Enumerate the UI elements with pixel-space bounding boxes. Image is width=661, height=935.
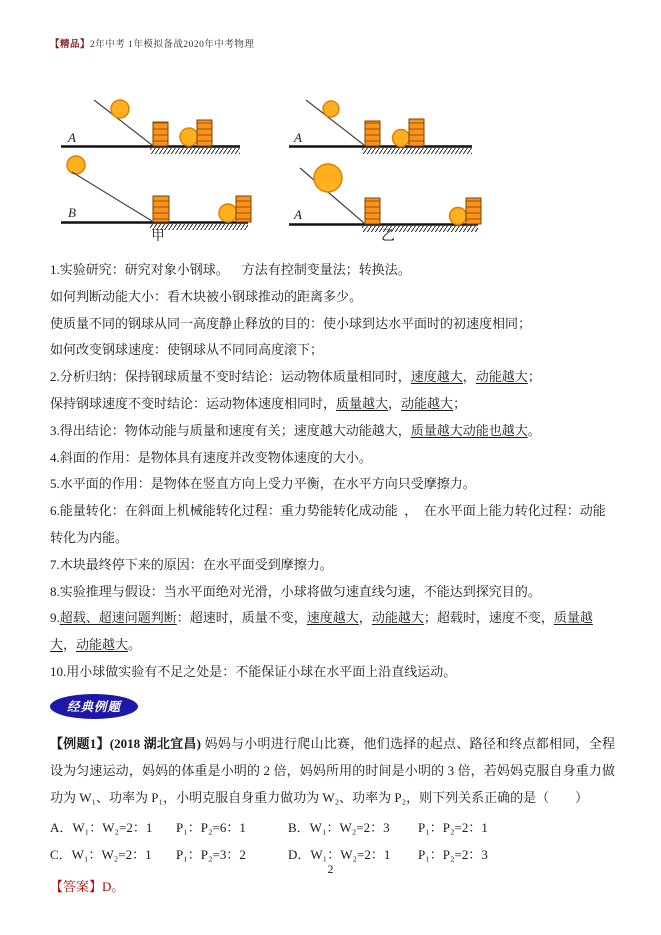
steel-ball-icon [393,130,410,147]
text-segment: 动能越大 [76,637,129,653]
steel-ball-icon [323,101,339,117]
text-segment: 10.用小球做实验有不足之处是：不能保证小球在水平面上沿直线运动。 [50,663,457,679]
note-line [50,284,615,311]
steel-ball-icon [450,208,467,225]
steel-ball-icon [111,100,129,118]
options-row [50,814,615,842]
figure-caption: 乙 [381,228,395,242]
text-segment: 保持钢球速度不变时结论：运动物体速度相同时， [50,395,337,411]
note-line [50,257,615,284]
document-header [50,36,615,50]
text-segment: 质量越大 [336,395,389,411]
text-segment: 使质量不同的钢球从同一高度静止释放的目的：使小球到达水平面时的初速度相同； [50,315,532,331]
ground-hatching [362,148,472,154]
options [50,814,615,869]
jia-row-b [61,156,251,230]
classic-example-badge [50,694,138,719]
text-segment: 5.水平面的作用：是物体在竖直方向上受力平衡，在水平方向只受摩擦力。 [50,476,476,492]
option-text: C．W₁：W₂=2：1 [50,847,152,863]
text-segment: 速度越大 [306,610,359,626]
option-text: A．W₁：W₂=2：1 [50,819,153,835]
text-segment: 7.木块最终停下来的原因：在水平面受到摩擦力。 [50,556,333,572]
text-segment: 2.分析归纳：保持钢球质量不变时结论：运动物体质量相同时， [50,369,411,385]
note-line [50,418,615,445]
note-line [50,391,615,418]
note-line [50,552,615,579]
ground-hatching [150,148,240,154]
option-text: P₁：P₂=6：1 [176,819,246,835]
header-brand: 【精品】 [50,40,91,50]
text-segment: ， [358,610,372,626]
row-label: A [294,130,302,145]
text-segment: 超载、超速问题判断 [59,610,177,626]
note-line [50,445,615,472]
text-segment: 速度越大 [410,369,463,385]
ground-hatching [362,226,478,232]
option-text: D．W₁：W₂=2：1 [288,847,391,863]
text-segment: ， [462,369,476,385]
option-text: P₁：P₂=3：2 [176,847,246,863]
text-segment: 质量越大动能也越大 [410,422,528,438]
option-text: B．W₁：W₂=2：3 [288,819,390,835]
yi-row-2 [289,164,481,232]
option-text: P₁：P₂=2：3 [418,847,488,863]
text-segment: 。 [527,422,541,438]
row-label: B [68,205,76,220]
pushed-block-icon [466,198,481,224]
text-segment: 【例题1】(2018 湖北宜昌) [50,735,205,751]
text-segment: 如何改变钢球速度：使钢球从不同同高度滚下； [50,342,324,358]
steel-ball-icon [67,156,85,174]
jia-row-a [61,100,240,154]
text-segment: ；超载时，速度不变， [423,610,554,626]
pushed-block-icon [197,120,212,146]
note-line [50,579,615,606]
row-label: A [294,207,302,222]
text-segment: 6.能量转化：在斜面上机械能转化过程：重力势能转化成动能 ， 在水平面上能力转化过程：动能转化为内能。 [50,503,606,545]
text-segment: 4.斜面的作用：是物体具有速度并改变物体速度的大小。 [50,449,372,465]
text-segment: 质量越大 [50,610,593,653]
steel-ball-icon [219,204,237,222]
text-segment: ； [527,369,541,385]
text-segment: ， [388,395,402,411]
notes-list [50,257,615,686]
row-label: A [68,130,76,145]
text-segment: 动能越大 [371,610,424,626]
text-segment: ， [63,637,77,653]
wood-block-icon [153,196,169,222]
text-segment: 。 [128,637,142,653]
text-segment: 3.得出结论：物体动能与质量和速度有关；速度越大动能越大， [50,422,411,438]
note-line [50,471,615,498]
wood-block-icon [365,198,380,224]
text-segment: 8.实验推理与假设：当水平面绝对光滑，小球将做匀速直线匀速，不能达到探究目的。 [50,583,541,599]
note-line [50,337,615,364]
answer-label: 【答案】 [50,878,103,894]
note-line [50,659,615,686]
text-segment: 动能越大 [401,395,454,411]
yi-row-1 [289,100,472,154]
wood-block-icon [365,121,380,146]
text-segment: 动能越大 [475,369,528,385]
note-line [50,605,615,659]
experiment-figures [58,90,615,242]
classic-example-badge-label: 经典例题 [66,700,121,715]
text-segment: 1.实验研究：研究对象小钢球。 方法有控制变量法；转换法。 [50,262,411,277]
note-line [50,311,615,338]
pushed-block-icon [409,119,424,146]
example-problem-text [50,730,615,811]
text-segment: 妈妈与小明进行爬山比赛，他们选择的起点、路径和终点都相同，全程设为匀速运动，妈妈的体重是小明的 2 倍，妈妈所用的时间是小明的 3 倍，若妈妈克服自身重力做功为 W₁、功率为 P₁，小明克服自身重力做功为 W₂、功率为 P₂，则下列关系正确的是（ ） [50,735,615,805]
pushed-block-icon [236,196,251,222]
steel-ball-icon [180,128,198,146]
figure-yi [286,90,498,242]
figure-jia [58,90,270,242]
incline-line [72,172,152,221]
text-segment: 如何判断动能大小：看木块被小钢球推动的距离多少。 [50,288,363,304]
page-number: 2 [327,862,334,876]
option-text: P₁：P₂=2：1 [418,819,488,835]
header-title: 2年中考 1年模拟备战2020年中考物理 [90,40,255,50]
large-steel-ball-icon [314,164,342,192]
note-line [50,364,615,391]
text-segment: ：超速时，质量不变， [176,610,307,626]
wood-block-icon [153,122,168,146]
answer-value: D。 [102,878,125,894]
figure-caption: 甲 [151,228,165,242]
text-segment: 9. [50,610,60,626]
text-segment: ； [453,395,467,411]
note-line [50,498,615,552]
